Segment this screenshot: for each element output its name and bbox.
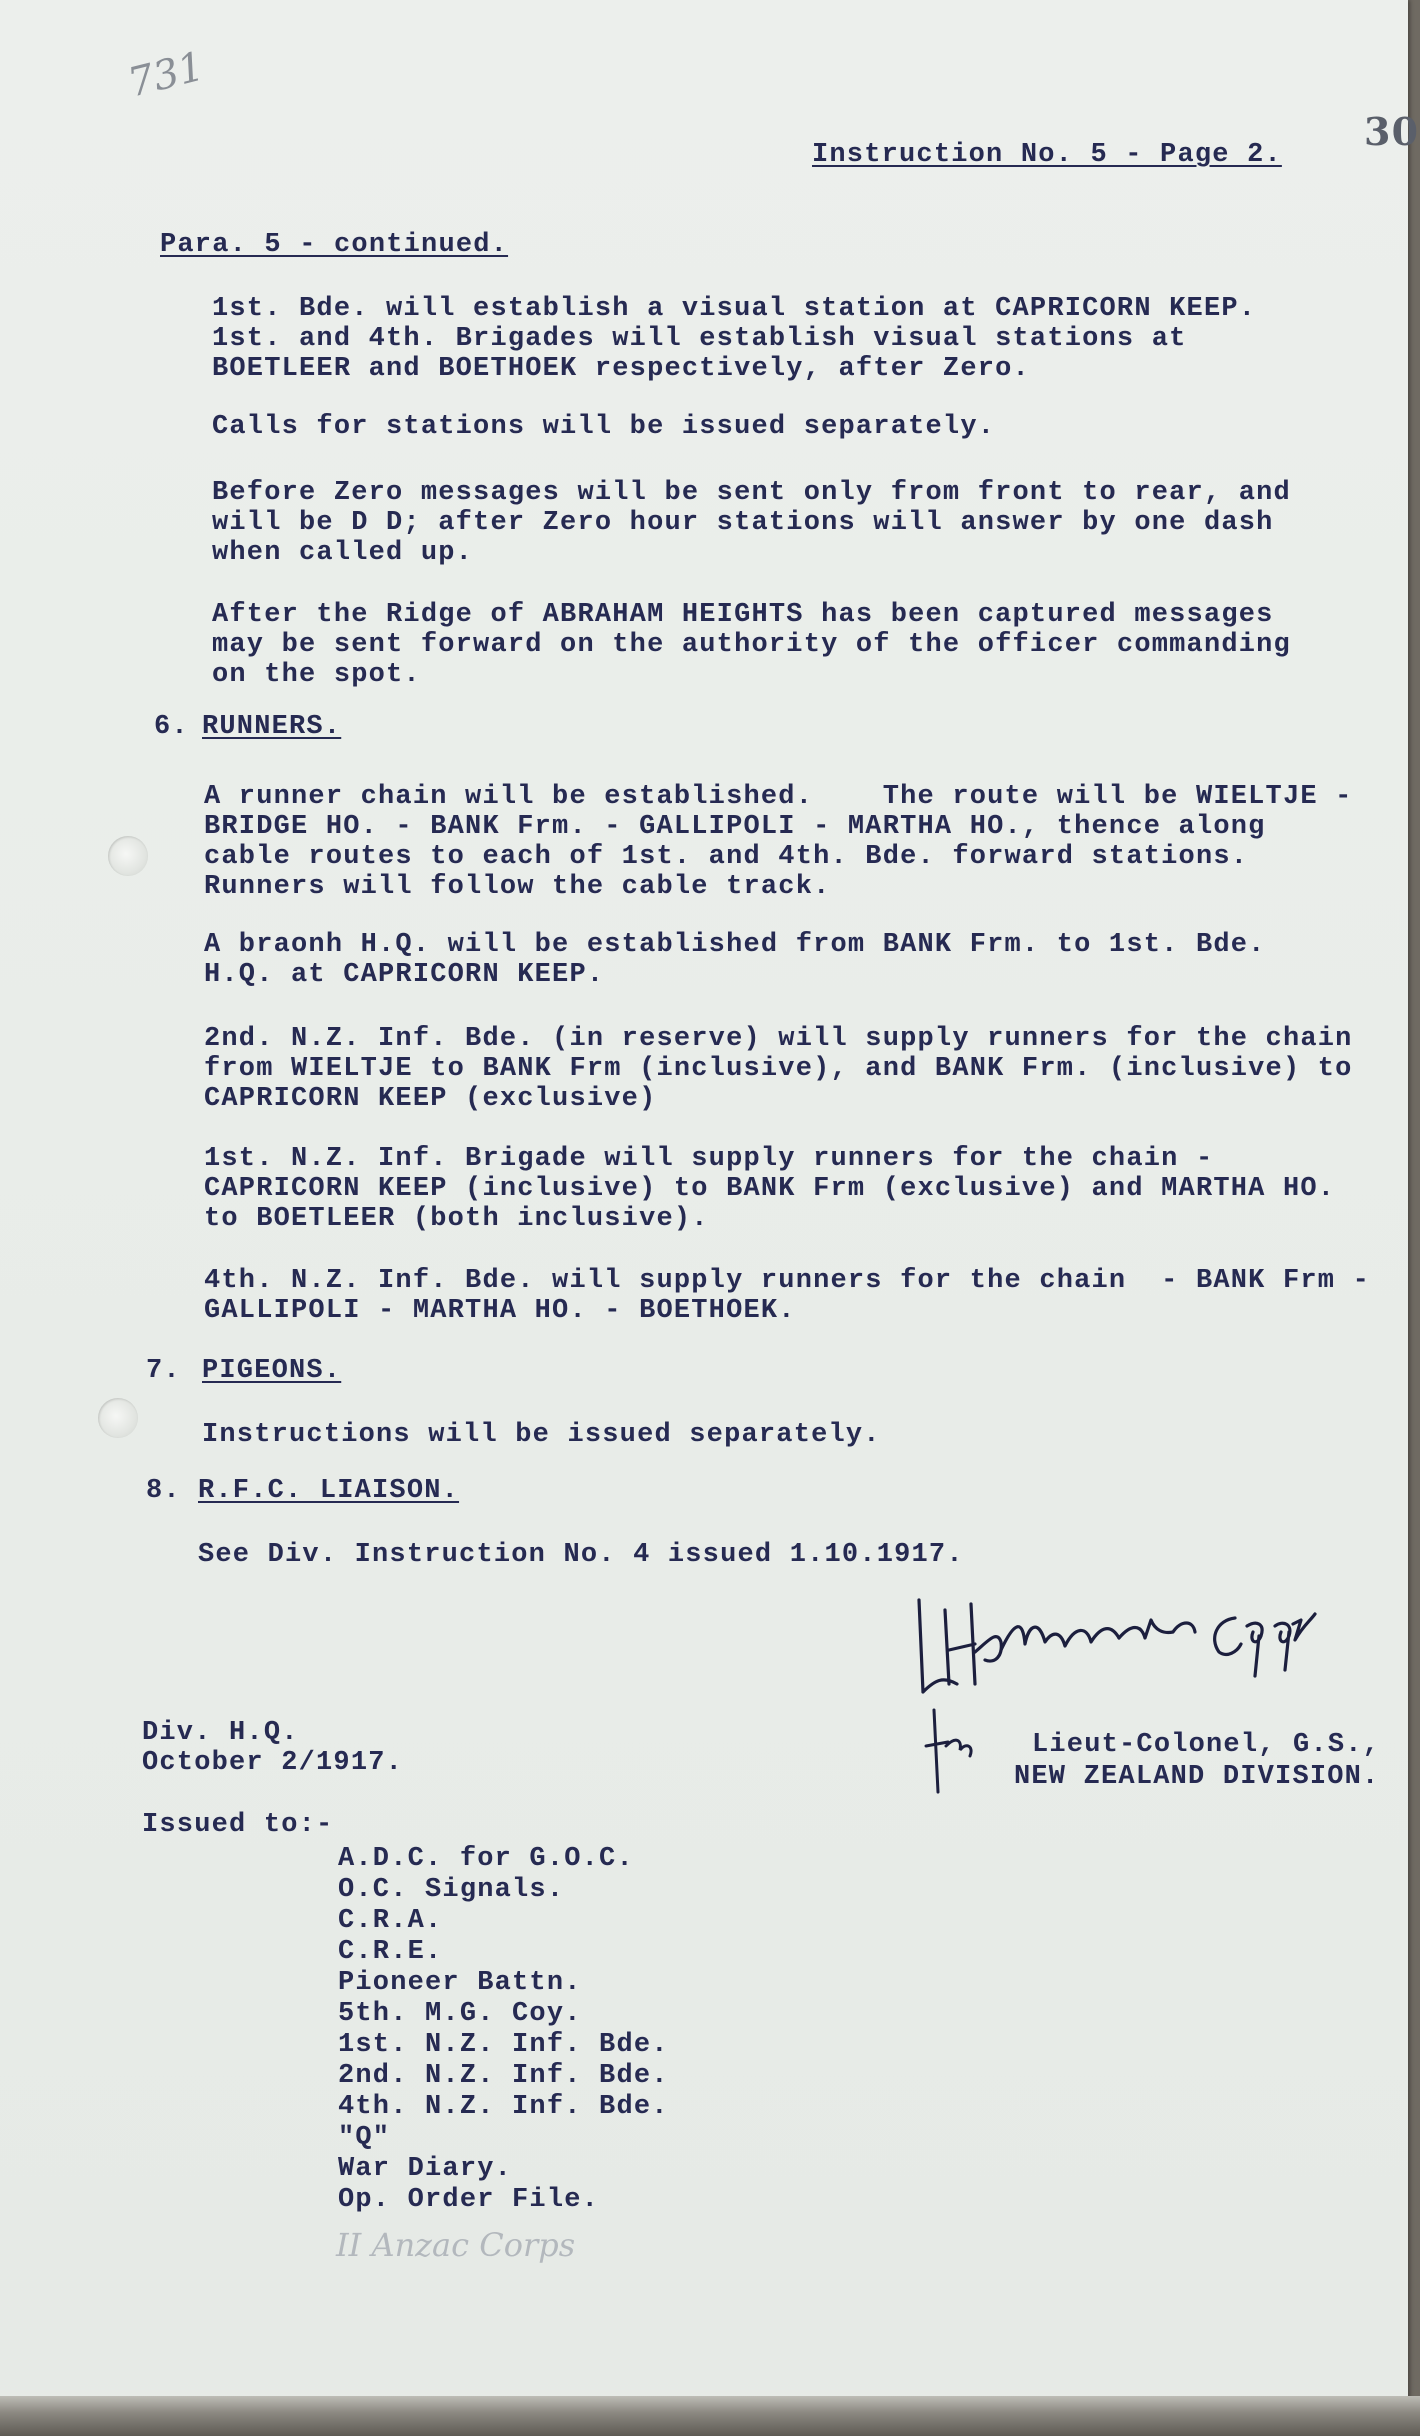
text-line: A braonh H.Q. will be established from BANK Frm. to 1st. Bde. bbox=[204, 930, 1266, 960]
list-item: "Q" bbox=[338, 2123, 391, 2153]
text-line: on the spot. bbox=[212, 660, 421, 690]
text-line: 1st. Bde. will establish a visual station at CAPRICORN KEEP. bbox=[212, 294, 1257, 324]
folio-number: 30 bbox=[1364, 109, 1420, 154]
para7-heading: PIGEONS. bbox=[202, 1356, 342, 1386]
punch-hole bbox=[108, 836, 148, 876]
text-line: 1st. and 4th. Brigades will establish visual stations at bbox=[212, 324, 1187, 354]
text-line: Runners will follow the cable track. bbox=[204, 872, 831, 902]
text-line: CAPRICORN KEEP (inclusive) to BANK Frm (exclusive) and MARTHA HO. bbox=[204, 1174, 1336, 1204]
for-note bbox=[922, 1706, 982, 1796]
text-line: Before Zero messages will be sent only from front to rear, and bbox=[212, 478, 1291, 508]
text-line: A runner chain will be established. The route will be WIELTJE - bbox=[204, 782, 1353, 812]
para8-heading: R.F.C. LIAISON. bbox=[198, 1476, 460, 1506]
text-line: will be D D; after Zero hour stations will answer by one dash bbox=[212, 508, 1274, 538]
text-line: GALLIPOLI - MARTHA HO. - BOETHOEK. bbox=[204, 1296, 796, 1326]
origin-line1: Div. H.Q. bbox=[142, 1718, 299, 1748]
text-line: 4th. N.Z. Inf. Bde. will supply runners for the chain - BANK Frm - bbox=[204, 1266, 1370, 1296]
para6-number: 6. bbox=[154, 712, 189, 742]
list-item: 1st. N.Z. Inf. Bde. bbox=[338, 2030, 669, 2060]
punch-hole bbox=[98, 1398, 138, 1438]
text-line: BOETLEER and BOETHOEK respectively, after Zero. bbox=[212, 354, 1030, 384]
text-line: CAPRICORN KEEP (exclusive) bbox=[204, 1084, 657, 1114]
text-line: 1st. N.Z. Inf. Brigade will supply runners for the chain - bbox=[204, 1144, 1214, 1174]
list-item: 4th. N.Z. Inf. Bde. bbox=[338, 2092, 669, 2122]
para6-heading: RUNNERS. bbox=[202, 712, 342, 742]
list-item: 2nd. N.Z. Inf. Bde. bbox=[338, 2061, 669, 2091]
text-line: BRIDGE HO. - BANK Frm. - GALLIPOLI - MARTHA HO., thence along bbox=[204, 812, 1266, 842]
list-item: C.R.E. bbox=[338, 1937, 443, 1967]
signature-title-line1: Lieut-Colonel, G.S., bbox=[1032, 1730, 1381, 1760]
issued-to-label: Issued to:- bbox=[142, 1810, 334, 1840]
list-item: Pioneer Battn. bbox=[338, 1968, 582, 1998]
origin-line2: October 2/1917. bbox=[142, 1748, 404, 1778]
text-line: cable routes to each of 1st. and 4th. Bde. forward stations. bbox=[204, 842, 1249, 872]
text-line: when called up. bbox=[212, 538, 474, 568]
list-item: 5th. M.G. Coy. bbox=[338, 1999, 582, 2029]
para7-text: Instructions will be issued separately. bbox=[202, 1420, 881, 1450]
list-item: A.D.C. for G.O.C. bbox=[338, 1844, 634, 1874]
archive-number: 731 bbox=[123, 43, 209, 107]
list-item: War Diary. bbox=[338, 2154, 513, 2184]
text-line: Calls for stations will be issued separately. bbox=[212, 412, 996, 442]
text-line: to BOETLEER (both inclusive). bbox=[204, 1204, 709, 1234]
text-line: After the Ridge of ABRAHAM HEIGHTS has been captured messages bbox=[212, 600, 1274, 630]
list-item: Op. Order File. bbox=[338, 2185, 600, 2215]
handwritten-signature bbox=[905, 1580, 1325, 1700]
page-header: Instruction No. 5 - Page 2. bbox=[812, 140, 1282, 170]
list-item: C.R.A. bbox=[338, 1906, 443, 1936]
signature-title-line2: NEW ZEALAND DIVISION. bbox=[1014, 1762, 1380, 1792]
para5-heading: Para. 5 - continued. bbox=[160, 230, 509, 260]
para8-number: 8. bbox=[146, 1476, 181, 1506]
para7-number: 7. bbox=[146, 1356, 181, 1386]
text-line: from WIELTJE to BANK Frm (inclusive), and BANK Frm. (inclusive) to bbox=[204, 1054, 1353, 1084]
text-line: H.Q. at CAPRICORN KEEP. bbox=[204, 960, 605, 990]
para8-text: See Div. Instruction No. 4 issued 1.10.1917. bbox=[198, 1540, 964, 1570]
text-line: 2nd. N.Z. Inf. Bde. (in reserve) will supply runners for the chain bbox=[204, 1024, 1353, 1054]
paper-stack-edge bbox=[0, 2396, 1420, 2436]
list-item: O.C. Signals. bbox=[338, 1875, 565, 1905]
text-line: may be sent forward on the authority of the officer commanding bbox=[212, 630, 1291, 660]
pencil-note: II Anzac Corps bbox=[336, 2226, 576, 2264]
